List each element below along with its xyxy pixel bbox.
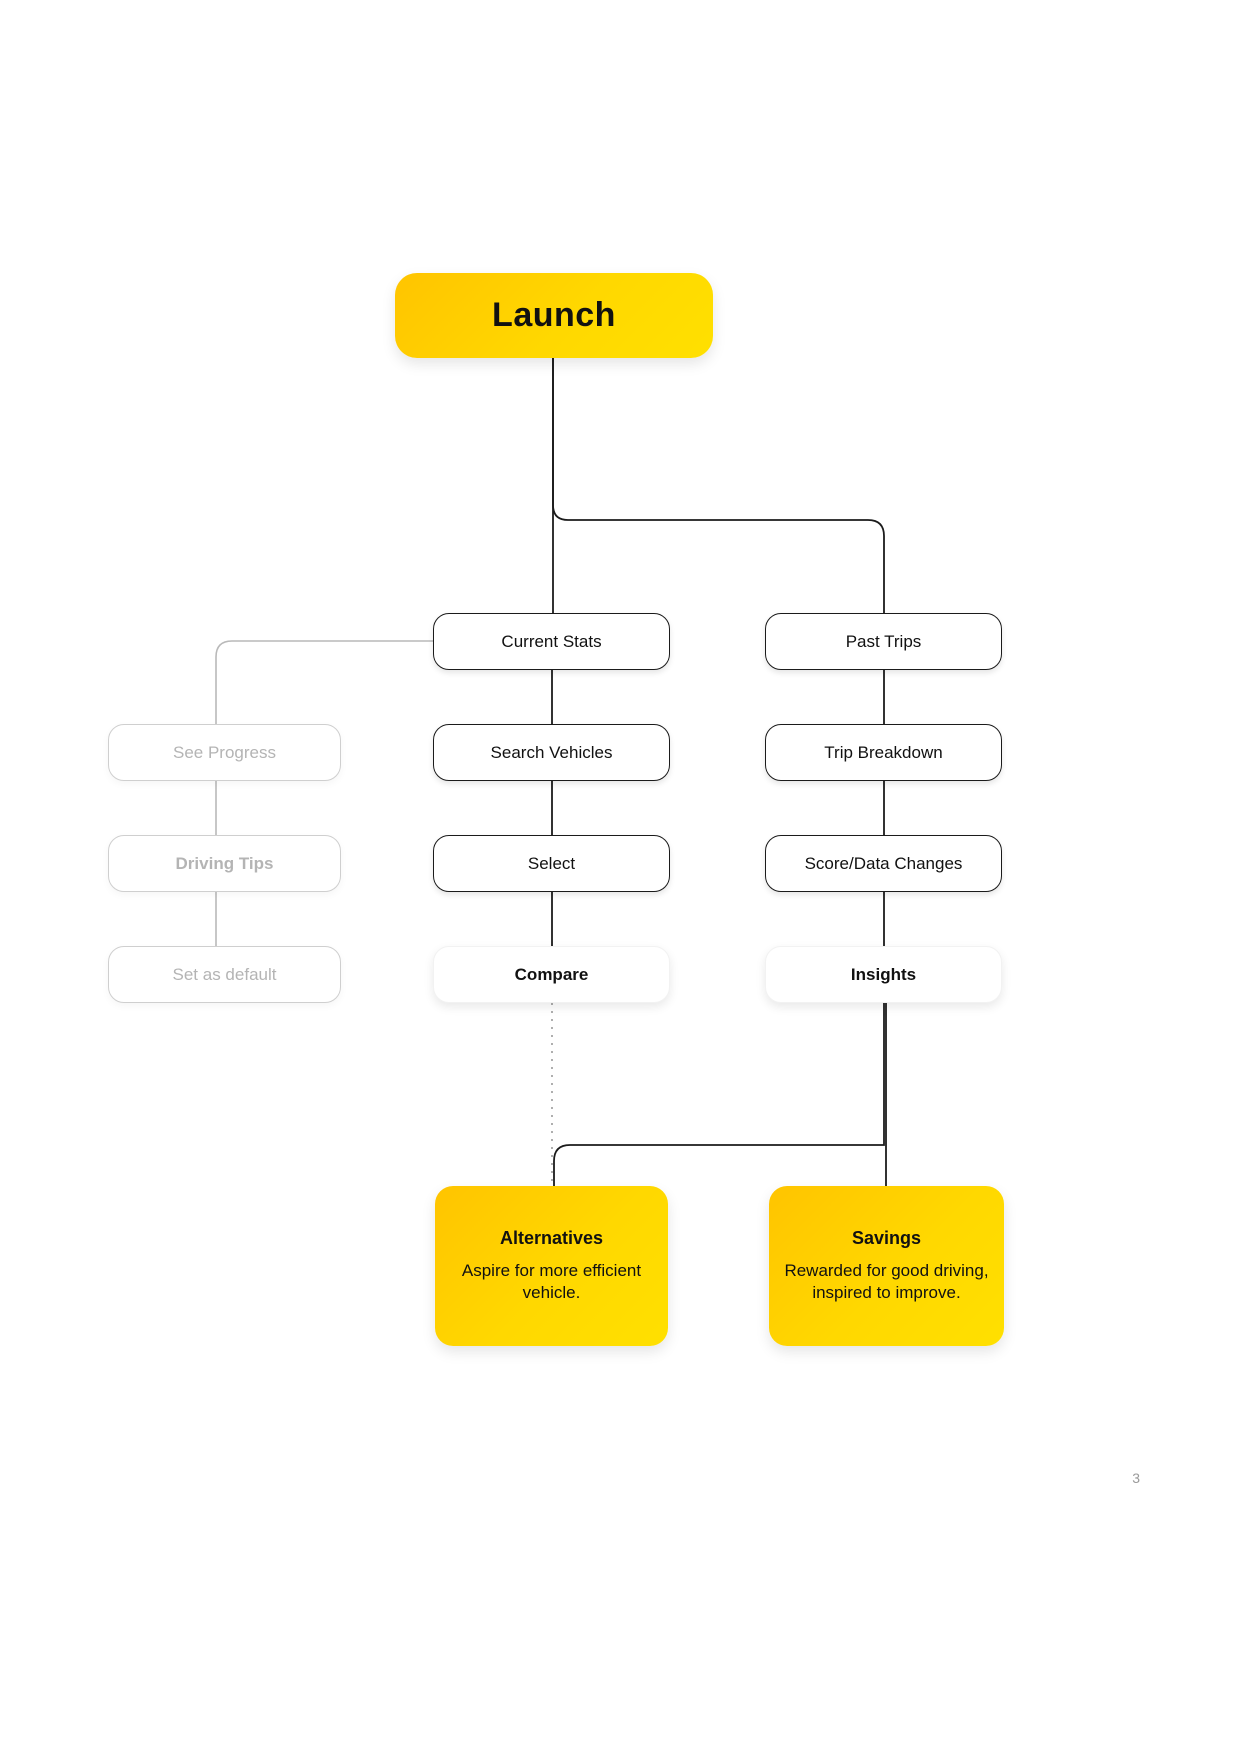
- node-driving-tips-label: Driving Tips: [175, 853, 274, 873]
- node-driving-tips[interactable]: [108, 835, 341, 892]
- node-see-progress-label: See Progress: [173, 742, 276, 762]
- node-savings-title: Savings: [851, 1228, 922, 1249]
- node-select[interactable]: [433, 835, 670, 892]
- page-number: 3: [1132, 1470, 1140, 1486]
- node-past-trips-label: Past Trips: [845, 631, 922, 651]
- node-see-progress[interactable]: [108, 724, 341, 781]
- node-set-as-default-label: Set as default: [172, 964, 277, 984]
- node-score-data-changes[interactable]: [765, 835, 1002, 892]
- node-compare-label: Compare: [514, 964, 589, 984]
- node-alternatives[interactable]: [435, 1186, 668, 1346]
- node-launch[interactable]: [395, 273, 713, 358]
- node-savings[interactable]: [769, 1186, 1004, 1346]
- node-insights[interactable]: [765, 946, 1002, 1003]
- node-alternatives-description: Aspire for more efficient vehicle.: [461, 1260, 642, 1303]
- node-select-label: Select: [527, 853, 576, 873]
- node-trip-breakdown[interactable]: [765, 724, 1002, 781]
- node-score-data-changes-label: Score/Data Changes: [804, 853, 963, 873]
- node-past-trips[interactable]: [765, 613, 1002, 670]
- node-savings-description: Rewarded for good driving, inspired to improve.: [784, 1260, 989, 1303]
- node-alternatives-title: Alternatives: [499, 1228, 604, 1249]
- node-insights-label: Insights: [850, 964, 917, 984]
- node-trip-breakdown-label: Trip Breakdown: [824, 742, 943, 762]
- node-current-stats-label: Current Stats: [501, 631, 602, 651]
- node-current-stats[interactable]: [433, 613, 670, 670]
- node-compare[interactable]: [433, 946, 670, 1003]
- node-launch-label: Launch: [492, 296, 616, 335]
- node-set-as-default[interactable]: [108, 946, 341, 1003]
- node-search-vehicles[interactable]: [433, 724, 670, 781]
- node-search-vehicles-label: Search Vehicles: [490, 742, 613, 762]
